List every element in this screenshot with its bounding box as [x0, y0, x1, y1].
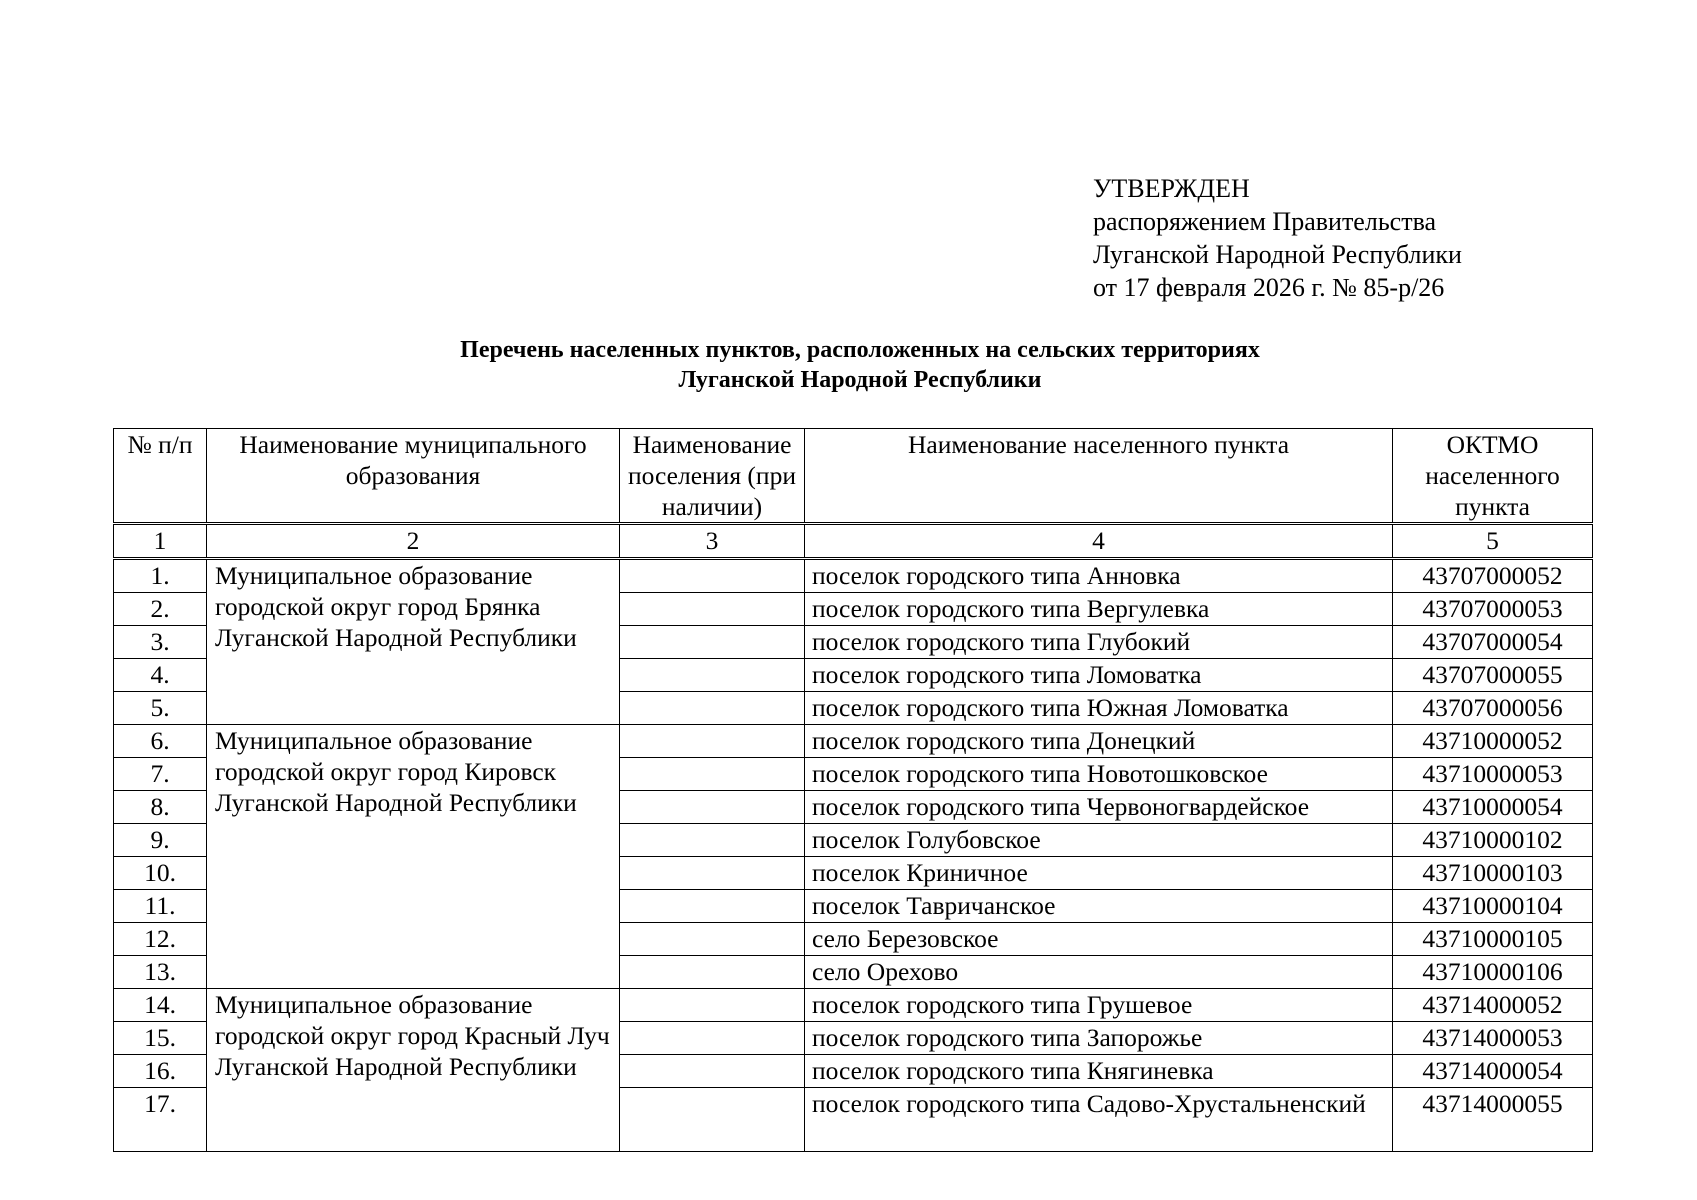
oktmo-cell: 43707000052: [1393, 559, 1593, 593]
approval-heading: УТВЕРЖДЕН: [1093, 174, 1250, 203]
locality-cell: поселок городского типа Княгиневка: [805, 1055, 1393, 1088]
column-number: 1: [114, 524, 207, 559]
locality-cell: поселок городского типа Вергулевка: [805, 593, 1393, 626]
oktmo-cell: 43707000056: [1393, 692, 1593, 725]
row-number: 1.: [114, 559, 207, 593]
oktmo-cell: 43710000106: [1393, 956, 1593, 989]
locality-cell: село Березовское: [805, 923, 1393, 956]
municipality-cell: Муниципальное образование городской округ город Красный Луч Луганской Народной Республики: [207, 989, 620, 1152]
header-num: № п/п: [114, 429, 207, 524]
column-number: 4: [805, 524, 1393, 559]
column-numbers-row: [114, 524, 1593, 559]
row-number: 11.: [114, 890, 207, 923]
settlement-cell: [620, 923, 805, 956]
oktmo-cell: 43707000055: [1393, 659, 1593, 692]
settlement-cell: [620, 559, 805, 593]
municipality-cell: Муниципальное образование городской округ город Брянка Луганской Народной Республики: [207, 559, 620, 725]
title-line: Луганской Народной Республики: [678, 367, 1042, 393]
table-row: [114, 559, 1593, 593]
localities-table: [113, 428, 1593, 1152]
oktmo-cell: 43710000104: [1393, 890, 1593, 923]
oktmo-cell: 43714000055: [1393, 1088, 1593, 1152]
column-number: 5: [1393, 524, 1593, 559]
settlement-cell: [620, 857, 805, 890]
oktmo-cell: 43710000054: [1393, 791, 1593, 824]
approval-line: Луганской Народной Республики: [1093, 240, 1462, 269]
locality-cell: село Орехово: [805, 956, 1393, 989]
settlement-cell: [620, 890, 805, 923]
approval-line: распоряжением Правительства: [1093, 207, 1437, 236]
settlement-cell: [620, 1088, 805, 1152]
settlement-cell: [620, 725, 805, 758]
table-header-row: [114, 429, 1593, 524]
locality-cell: поселок городского типа Червоногвардейское: [805, 791, 1393, 824]
row-number: 8.: [114, 791, 207, 824]
document-title: [0, 335, 1697, 395]
locality-cell: поселок Голубовское: [805, 824, 1393, 857]
settlement-cell: [620, 758, 805, 791]
oktmo-cell: 43707000053: [1393, 593, 1593, 626]
locality-cell: поселок городского типа Запорожье: [805, 1022, 1393, 1055]
row-number: 16.: [114, 1055, 207, 1088]
row-number: 17.: [114, 1088, 207, 1152]
locality-cell: поселок городского типа Грушевое: [805, 989, 1393, 1022]
oktmo-cell: 43710000053: [1393, 758, 1593, 791]
locality-cell: поселок городского типа Анновка: [805, 559, 1393, 593]
table-row: [114, 725, 1593, 758]
row-number: 5.: [114, 692, 207, 725]
approval-date-number: от 17 февраля 2026 г. № 85-р/26: [1093, 273, 1445, 302]
row-number: 13.: [114, 956, 207, 989]
header-locality: Наименование населенного пункта: [805, 429, 1393, 524]
settlement-cell: [620, 659, 805, 692]
row-number: 14.: [114, 989, 207, 1022]
settlement-cell: [620, 692, 805, 725]
row-number: 6.: [114, 725, 207, 758]
locality-cell: поселок городского типа Ломоватка: [805, 659, 1393, 692]
column-number: 2: [207, 524, 620, 559]
oktmo-cell: 43710000102: [1393, 824, 1593, 857]
header-settlement: Наименование поселения (при наличии): [620, 429, 805, 524]
locality-cell: поселок Тавричанское: [805, 890, 1393, 923]
row-number: 4.: [114, 659, 207, 692]
settlement-cell: [620, 791, 805, 824]
table-row: [114, 989, 1593, 1022]
locality-cell: поселок городского типа Глубокий: [805, 626, 1393, 659]
settlement-cell: [620, 593, 805, 626]
settlement-cell: [620, 824, 805, 857]
oktmo-cell: 43714000054: [1393, 1055, 1593, 1088]
approval-block: [1093, 172, 1462, 304]
oktmo-cell: 43714000052: [1393, 989, 1593, 1022]
header-oktmo: ОКТМО населенного пункта: [1393, 429, 1593, 524]
settlement-cell: [620, 626, 805, 659]
settlement-cell: [620, 989, 805, 1022]
row-number: 10.: [114, 857, 207, 890]
municipality-cell: Муниципальное образование городской округ город Кировск Луганской Народной Республики: [207, 725, 620, 989]
row-number: 12.: [114, 923, 207, 956]
settlement-cell: [620, 1022, 805, 1055]
settlement-cell: [620, 1055, 805, 1088]
row-number: 7.: [114, 758, 207, 791]
oktmo-cell: 43707000054: [1393, 626, 1593, 659]
locality-cell: поселок городского типа Садово-Хрустальненский: [805, 1088, 1393, 1152]
oktmo-cell: 43710000052: [1393, 725, 1593, 758]
row-number: 3.: [114, 626, 207, 659]
oktmo-cell: 43710000103: [1393, 857, 1593, 890]
column-number: 3: [620, 524, 805, 559]
oktmo-cell: 43710000105: [1393, 923, 1593, 956]
locality-cell: поселок городского типа Южная Ломоватка: [805, 692, 1393, 725]
header-municipality: Наименование муниципального образования: [207, 429, 620, 524]
settlement-cell: [620, 956, 805, 989]
locality-cell: поселок городского типа Донецкий: [805, 725, 1393, 758]
locality-cell: поселок городского типа Новотошковское: [805, 758, 1393, 791]
row-number: 15.: [114, 1022, 207, 1055]
oktmo-cell: 43714000053: [1393, 1022, 1593, 1055]
locality-cell: поселок Криничное: [805, 857, 1393, 890]
row-number: 2.: [114, 593, 207, 626]
row-number: 9.: [114, 824, 207, 857]
title-line: Перечень населенных пунктов, расположенных на сельских территориях: [460, 337, 1260, 363]
